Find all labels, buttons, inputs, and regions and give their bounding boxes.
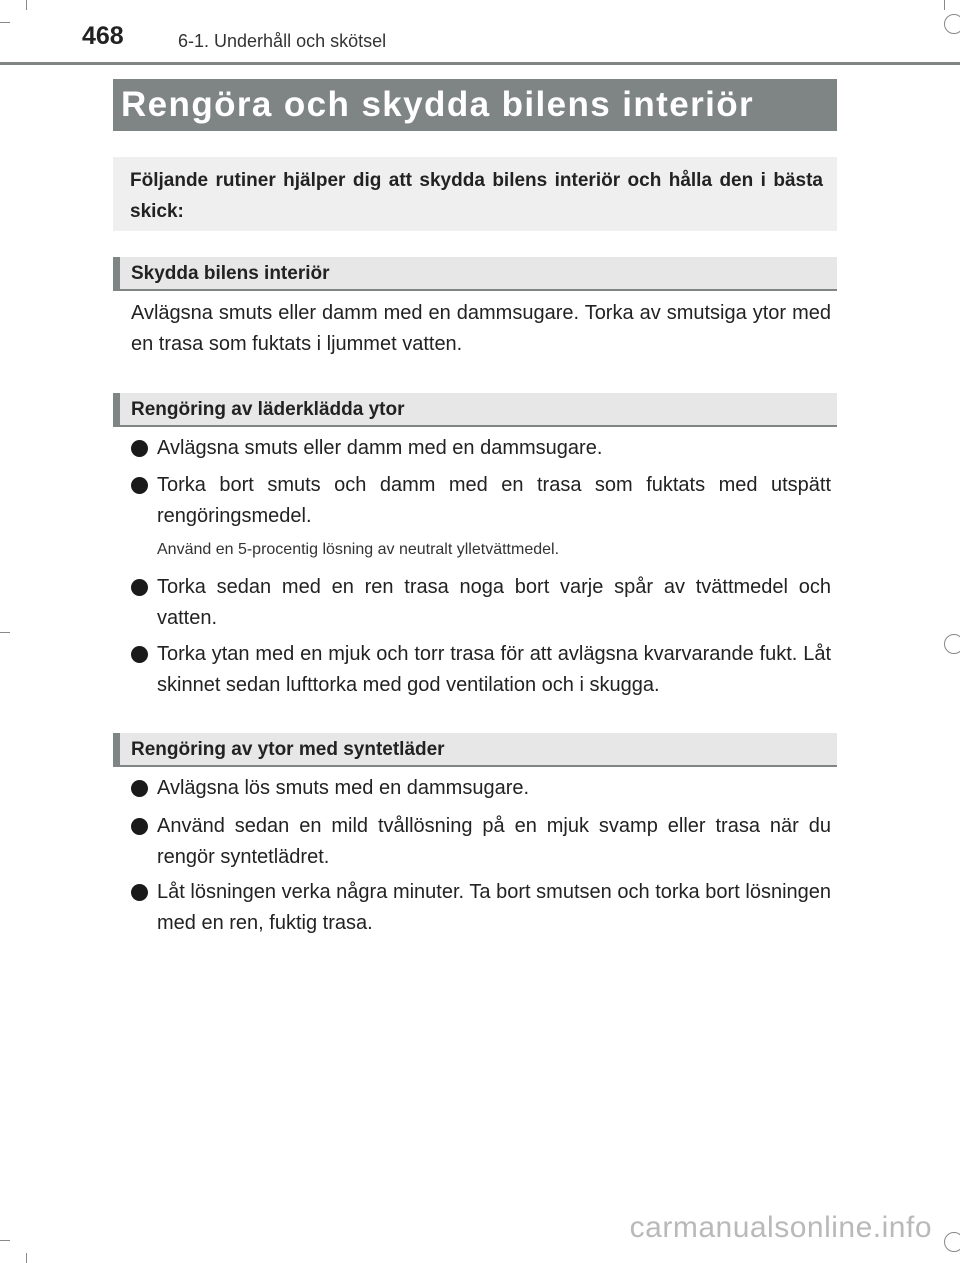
section-heading-label: Skydda bilens interiör — [131, 263, 330, 284]
list-item — [131, 877, 831, 939]
list-item-text: Torka bort smuts och damm med en trasa som fuktats med utspätt rengöringsmedel. — [157, 474, 831, 527]
list-item — [131, 433, 831, 464]
note-text: Använd en 5-procentig lösning av neutralt ylletvättmedel. — [157, 541, 560, 558]
crop-mark — [26, 1253, 27, 1263]
section-paragraph: Avlägsna smuts eller damm med en dammsugare. Torka av smutsiga ytor med en trasa som fuktats i ljummet vatten. — [131, 302, 831, 355]
crop-mark — [26, 0, 27, 10]
registration-mark — [944, 634, 960, 654]
list-item-text: Avlägsna lös smuts med en dammsugare. — [157, 777, 530, 799]
intro-box — [113, 157, 837, 231]
list-item-text: Använd sedan en mild tvållösning på en mjuk svamp eller trasa när du rengör syntetlädret. — [157, 815, 831, 868]
page-title: Rengöra och skydda bilens interiör — [121, 85, 755, 124]
registration-mark — [944, 14, 960, 34]
footer-watermark: carmanualsonline.info — [629, 1211, 932, 1244]
bullet-icon — [131, 646, 148, 663]
bullet-icon — [131, 579, 148, 596]
bullet-icon — [131, 477, 148, 494]
page-title-bar — [113, 79, 837, 131]
list-item — [131, 572, 831, 634]
section-heading-label: Rengöring av ytor med syntetläder — [131, 739, 445, 760]
crop-mark — [0, 632, 10, 633]
bullet-icon — [131, 440, 148, 457]
list-item — [131, 773, 831, 804]
bullet-icon — [131, 780, 148, 797]
section-heading-label: Rengöring av läderklädda ytor — [131, 399, 405, 420]
list-item — [131, 811, 831, 873]
section-heading — [113, 393, 837, 427]
crop-mark — [0, 22, 10, 23]
crop-mark — [0, 1240, 10, 1241]
page-number: 468 — [82, 22, 124, 50]
section-heading — [113, 257, 837, 291]
registration-mark — [944, 1232, 960, 1252]
header-rule — [0, 62, 960, 65]
list-item-text: Avlägsna smuts eller damm med en dammsugare. — [157, 437, 603, 459]
list-item-text: Torka ytan med en mjuk och torr trasa för att avlägsna kvarvarande fukt. Låt skinnet sedan lufttorka med god ventilation och i skugga. — [157, 643, 831, 696]
list-item-text: Låt lösningen verka några minuter. Ta bort smutsen och torka bort lösningen med en ren, fuktig trasa. — [157, 881, 831, 934]
intro-text: Följande rutiner hjälper dig att skydda bilens interiör och hålla den i bästa skick: — [130, 170, 823, 222]
section-reference: 6-1. Underhåll och skötsel — [178, 31, 387, 51]
list-item-text: Torka sedan med en ren trasa noga bort varje spår av tvättmedel och vatten. — [157, 576, 831, 629]
list-item — [131, 639, 831, 701]
bullet-icon — [131, 884, 148, 901]
crop-mark — [944, 0, 945, 10]
list-item — [131, 470, 831, 532]
section-heading — [113, 733, 837, 767]
bullet-icon — [131, 818, 148, 835]
